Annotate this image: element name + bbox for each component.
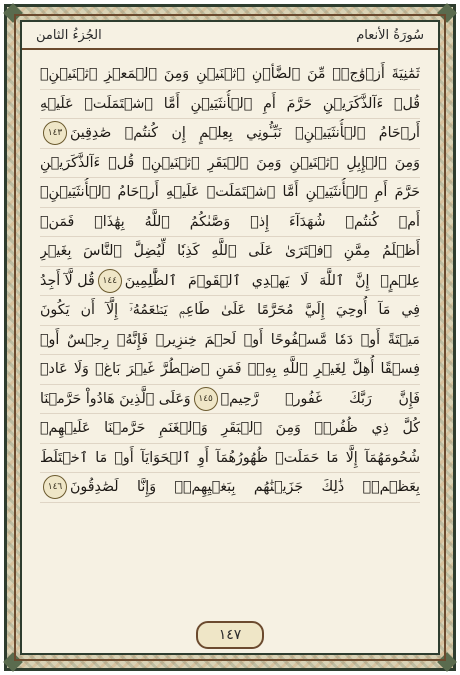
verse-line — [40, 444, 420, 474]
verse-line-text: بِعَظۡمٖۚ ذَٰلِكَ جَزَيۡنَٰهُم بِبَغۡيِهِمۡۖ وَإِنَّا لَصَٰدِقُونَ — [70, 479, 420, 496]
surah-label: سُورَةُ الأنعام — [356, 27, 424, 43]
verse-line — [40, 473, 420, 503]
juz-label: الجُزءُ الثامن — [36, 27, 102, 43]
verse-line — [40, 296, 420, 326]
verse-line-text: وَمِنَ ٱلۡإِبِلِ ٱثۡنَيۡنِ وَمِنَ ٱلۡبَقَرِ ٱثۡنَيۡنِۗ قُلۡ ءَآلذَّكَرَيۡنِ — [40, 154, 420, 171]
verse-line-text: مَيۡتَةً أَوۡ دَمٗا مَّسۡفُوحًا أَوۡ لَحۡمَ خِنزِيرٖ فَإِنَّهُۥ رِجۡسٌ أَوۡ — [40, 331, 420, 348]
verse-line — [40, 385, 420, 415]
verse-line — [40, 267, 420, 297]
verse-line-text: حَرَّمَ أَمِ ٱلۡأُنثَيَيۡنِ أَمَّا ٱشۡتَمَلَتۡ عَلَيۡهِ أَرۡحَامُ ٱلۡأُنثَيَيۡنِۖ — [40, 184, 420, 201]
verse-line-text: فِي مَآ أُوحِيَ إِلَيَّ مُحَرَّمًا عَلَىٰ طَاعِمٖ يَطۡعَمُهُۥٓ إِلَّآ أَن يَكُونَ — [40, 302, 420, 319]
verse-line-text: أَظۡلَمُ مِمَّنِ ٱفۡتَرَىٰ عَلَى ٱللَّهِ كَذِبٗا لِّيُضِلَّ ٱلنَّاسَ بِغَيۡرِ — [40, 243, 420, 260]
verse-line-text: أَرۡحَامُ ٱلۡأُنثَيَيۡنِۖ نَبِّـُٔونِي بِعِلۡمٍ إِن كُنتُمۡ صَٰدِقِينَ — [70, 125, 420, 142]
verse-line — [40, 119, 420, 149]
verse-line-text: فِسۡقًا أُهِلَّ لِغَيۡرِ ٱللَّهِ بِهِۦۚ فَمَنِ ٱضۡطُرَّ غَيۡرَ بَاغٖ وَلَا عَادٖ — [40, 361, 420, 378]
verse-line-text: أَمۡ كُنتُمۡ شُهَدَآءَ إِذۡ وَصَّىٰكُمُ ٱللَّهُ بِهَٰذَاۚ فَمَنۡ — [40, 213, 420, 230]
verse-line-text: فَإِنَّ رَبَّكَ غَفُورٞ رَّحِيمٞ — [220, 390, 420, 407]
verse-line — [40, 178, 420, 208]
verse-line-continuation: وَعَلَى ٱلَّذِينَ هَادُواْ حَرَّمۡنَا — [40, 390, 191, 407]
verse-line — [40, 414, 420, 444]
verse-line — [40, 149, 420, 179]
ayah-number-marker: ١٤٤ — [98, 269, 122, 293]
page-number: ١٤٧ — [196, 621, 264, 649]
verse-line-text: شُحُومَهُمَآ إِلَّا مَا حَمَلَتۡ ظُهُورُهُمَآ أَوِ ٱلۡحَوَايَآ أَوۡ مَا ٱخۡتَلَطَ — [40, 449, 420, 466]
verse-line — [40, 90, 420, 120]
verse-line-continuation: قُل لَّآ أَجِدُ — [40, 272, 95, 289]
ayah-number-marker: ١٤٣ — [43, 121, 67, 145]
verse-text-block — [40, 60, 420, 630]
verse-line-text: قُلۡ ءَآلذَّكَرَيۡنِ حَرَّمَ أَمِ ٱلۡأُنثَيَيۡنِ أَمَّا ٱشۡتَمَلَتۡ عَلَيۡهِ — [40, 95, 420, 112]
verse-line — [40, 237, 420, 267]
verse-line — [40, 60, 420, 90]
ayah-number-marker: ١٤٥ — [194, 387, 218, 411]
ayah-number-marker: ١٤٦ — [43, 475, 67, 499]
page-header — [22, 22, 438, 50]
verse-line-text: ثَمَٰنِيَةَ أَزۡوَٰجٖۖ مِّنَ ٱلضَّأۡنِ ٱثۡنَيۡنِ وَمِنَ ٱلۡمَعۡزِ ٱثۡنَيۡنِۗ — [40, 66, 420, 83]
verse-line-text: كُلَّ ذِي ظُفُرٖۖ وَمِنَ ٱلۡبَقَرِ وَٱلۡغَنَمِ حَرَّمۡنَا عَلَيۡهِمۡ — [40, 420, 420, 437]
verse-line — [40, 208, 420, 238]
verse-line — [40, 355, 420, 385]
verse-line — [40, 326, 420, 356]
verse-line-text: عِلۡمٍۚ إِنَّ ٱللَّهَ لَا يَهۡدِي ٱلۡقَوۡمَ ٱلظَّٰلِمِينَ — [124, 272, 420, 289]
